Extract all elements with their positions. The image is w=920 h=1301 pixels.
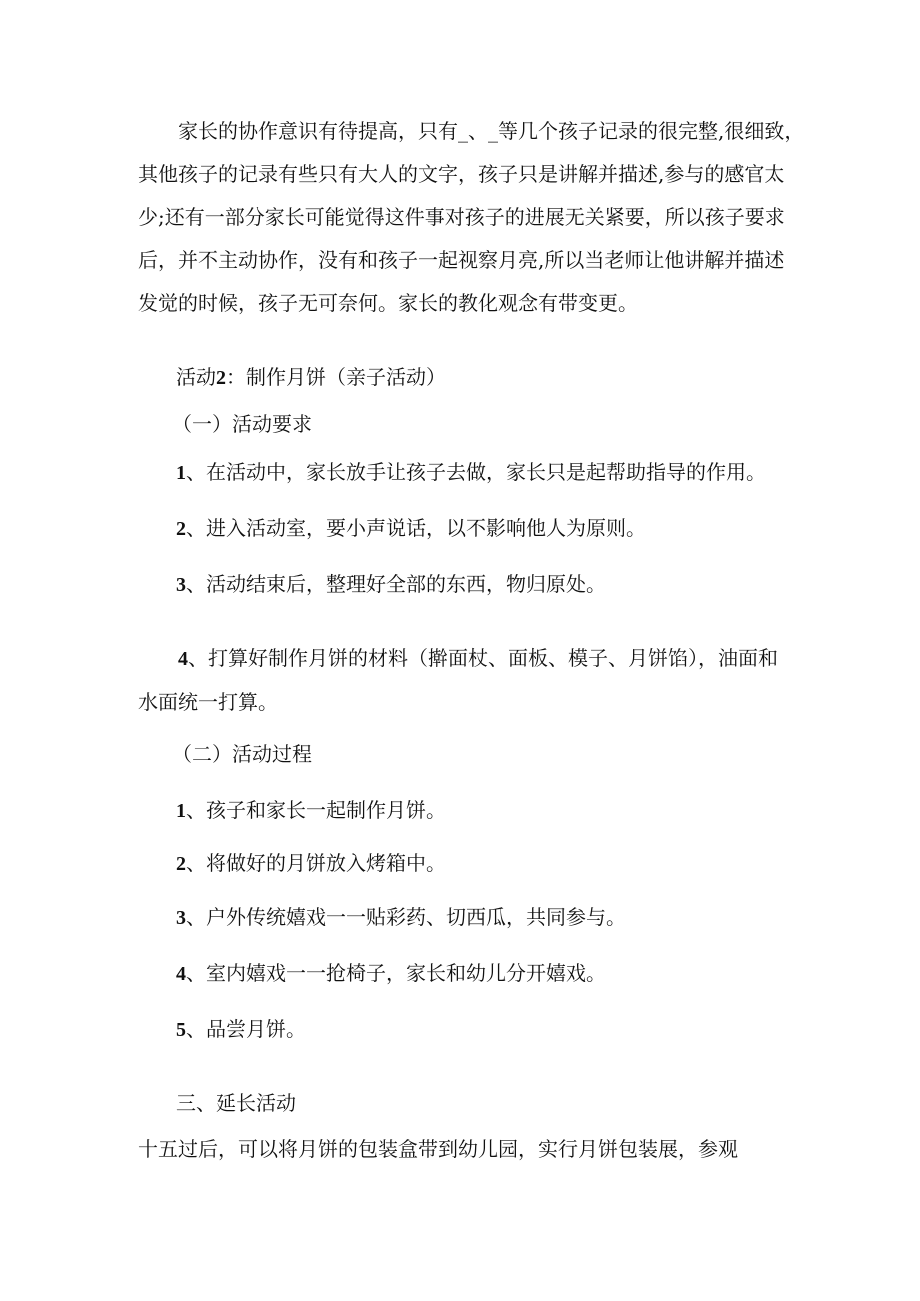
paragraph-line: 家长的协作意识有待提高，只有_、_等几个孩子记录的很完整,很细致， bbox=[178, 119, 805, 143]
process-item bbox=[176, 896, 836, 940]
item-number: 2 bbox=[176, 853, 186, 875]
requirement-item bbox=[176, 563, 836, 607]
item-number: 3 bbox=[176, 574, 186, 596]
extension-paragraph bbox=[138, 1128, 798, 1171]
item-text: 、将做好的月饼放入烤箱中。 bbox=[186, 851, 446, 875]
item-line bbox=[138, 637, 798, 681]
activity-2-heading bbox=[176, 356, 836, 400]
item-text: 、打算好制作月饼的材料（擀面杖、面板、模子、月饼馅），油面和 bbox=[188, 646, 778, 670]
item-number: 5 bbox=[176, 1019, 186, 1041]
item-number: 1 bbox=[176, 462, 186, 484]
item-text: 、户外传统嬉戏一一贴彩药、切西瓜，共同参与。 bbox=[186, 905, 626, 929]
item-number: 1 bbox=[176, 800, 186, 822]
paragraph-line: 十五过后，可以将月饼的包装盒带到幼儿园，实行月饼包装展，参观 bbox=[138, 1137, 738, 1161]
paragraph-line: 后，并不主动协作，没有和孩子一起视察月亮,所以当老师让他讲解并描述 bbox=[138, 248, 785, 272]
item-text: 、室内嬉戏一一抢椅子，家长和幼儿分开嬉戏。 bbox=[186, 961, 606, 985]
item-line: 水面统一打算。 bbox=[138, 690, 278, 714]
activity-number: 2 bbox=[216, 367, 226, 389]
item-text: 、品尝月饼。 bbox=[186, 1017, 306, 1041]
item-text: 、活动结束后，整理好全部的东西，物归原处。 bbox=[186, 572, 606, 596]
paragraph-line: 其他孩子的记录有些只有大人的文字，孩子只是讲解并描述,参与的感官太 bbox=[138, 162, 785, 186]
requirement-item bbox=[176, 507, 836, 551]
process-item bbox=[176, 1008, 836, 1052]
intro-paragraph bbox=[138, 110, 805, 325]
process-item bbox=[176, 789, 836, 833]
item-number: 4 bbox=[178, 648, 188, 670]
section-3-heading: 三、延长活动 bbox=[176, 1091, 296, 1115]
requirement-item bbox=[176, 451, 836, 495]
item-text: 、孩子和家长一起制作月饼。 bbox=[186, 798, 446, 822]
section-1-heading: （一）活动要求 bbox=[172, 412, 312, 436]
item-number: 4 bbox=[176, 963, 186, 985]
process-item bbox=[176, 952, 836, 996]
paragraph-line: 发觉的时候，孩子无可奈何。家长的教化观念有带变更。 bbox=[138, 291, 638, 315]
item-text: 、进入活动室，要小声说话，以不影响他人为原则。 bbox=[186, 516, 646, 540]
item-number: 3 bbox=[176, 907, 186, 929]
process-item bbox=[176, 842, 836, 886]
paragraph-line: 少;还有一部分家长可能觉得这件事对孩子的进展无关紧要，所以孩子要求 bbox=[138, 205, 785, 229]
activity-prefix: 活动 bbox=[176, 365, 216, 389]
activity-title: ：制作月饼（亲子活动） bbox=[226, 365, 446, 389]
item-text: 、在活动中，家长放手让孩子去做，家长只是起帮助指导的作用。 bbox=[186, 460, 766, 484]
section-2-heading: （二）活动过程 bbox=[172, 742, 312, 766]
item-number: 2 bbox=[176, 518, 186, 540]
requirement-item bbox=[138, 637, 798, 724]
